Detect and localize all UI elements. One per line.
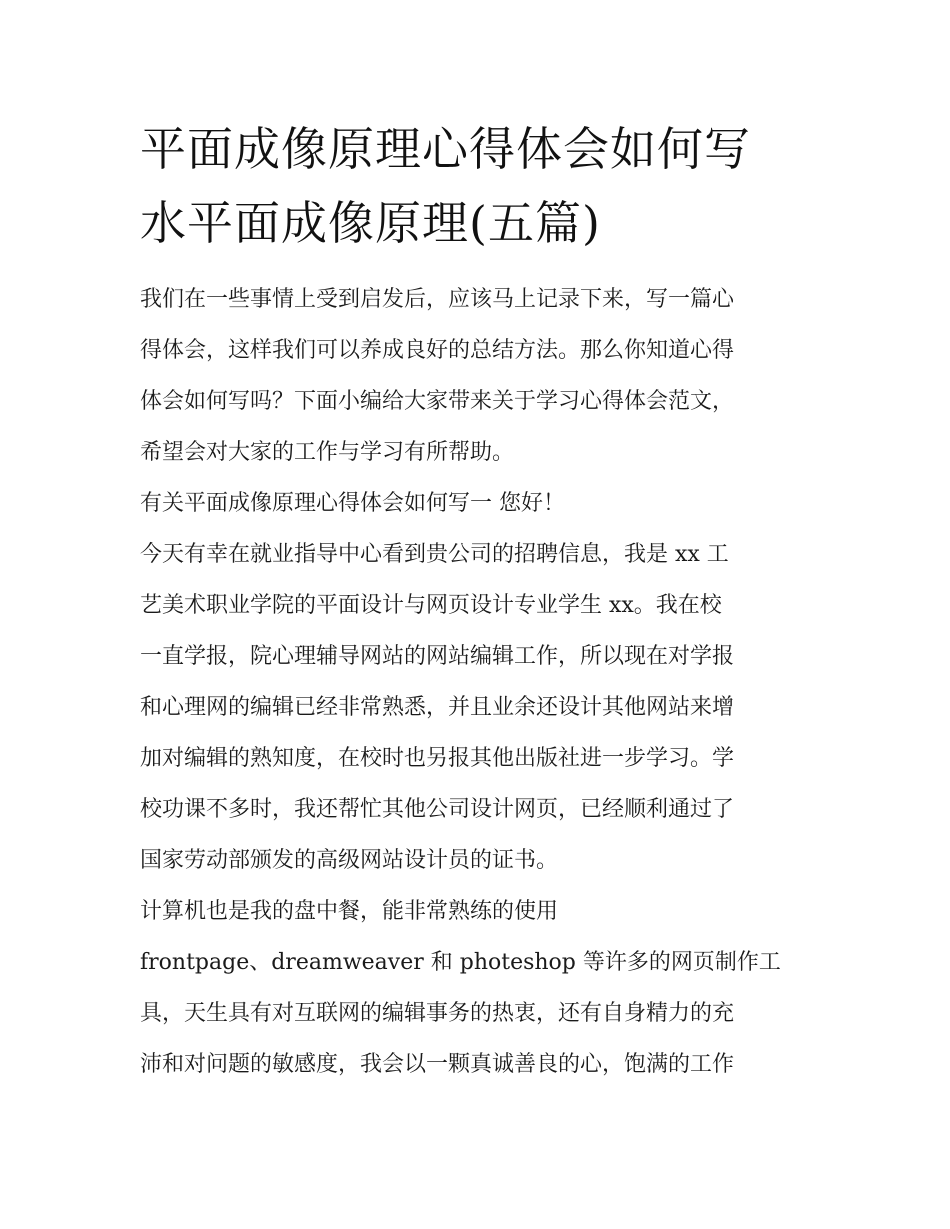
text-line: 一直学报，院心理辅导网站的网站编辑工作，所以现在对学报 bbox=[140, 644, 735, 669]
text-line: 今天有幸在就业指导中心看到贵公司的招聘信息，我是 xx 工 bbox=[140, 542, 729, 567]
text-line: 计算机也是我的盘中餐，能非常熟练的使用 bbox=[140, 899, 559, 924]
title-line-1: 平面成像原理心得体会如何写 bbox=[140, 122, 751, 176]
text-line: 希望会对大家的工作与学习有所帮助。 bbox=[140, 440, 515, 465]
document-title bbox=[140, 112, 812, 260]
text-line: 艺美术职业学院的平面设计与网页设计专业学生 xx。我在校 bbox=[140, 593, 722, 618]
document-body bbox=[140, 274, 812, 1090]
text-line: 具，天生具有对互联网的编辑事务的热衷，还有自身精力的充 bbox=[140, 1001, 735, 1026]
section-heading-line: 有关平面成像原理心得体会如何写一 您好！ bbox=[140, 491, 565, 516]
text-line: frontpage、dreamweaver 和 photeshop 等许多的网页制作工 bbox=[140, 950, 781, 975]
text-line: 和心理网的编辑已经非常熟悉，并且业余还设计其他网站来增 bbox=[140, 695, 735, 720]
document-content bbox=[140, 112, 812, 1090]
text-line: 我们在一些事情上受到启发后，应该马上记录下来，写一篇心 bbox=[140, 287, 735, 312]
text-line: 沛和对问题的敏感度，我会以一颗真诚善良的心，饱满的工作 bbox=[140, 1052, 735, 1077]
title-line-2: 水平面成像原理(五篇) bbox=[140, 196, 601, 250]
text-line: 校功课不多时，我还帮忙其他公司设计网页，已经顺利通过了 bbox=[140, 797, 735, 822]
text-line: 得体会，这样我们可以养成良好的总结方法。那么你知道心得 bbox=[140, 338, 735, 363]
text-line: 加对编辑的熟知度，在校时也另报其他出版社进一步学习。学 bbox=[140, 746, 735, 771]
text-line: 体会如何写吗？下面小编给大家带来关于学习心得体会范文， bbox=[140, 389, 735, 414]
text-line: 国家劳动部颁发的高级网站设计员的证书。 bbox=[140, 848, 559, 873]
